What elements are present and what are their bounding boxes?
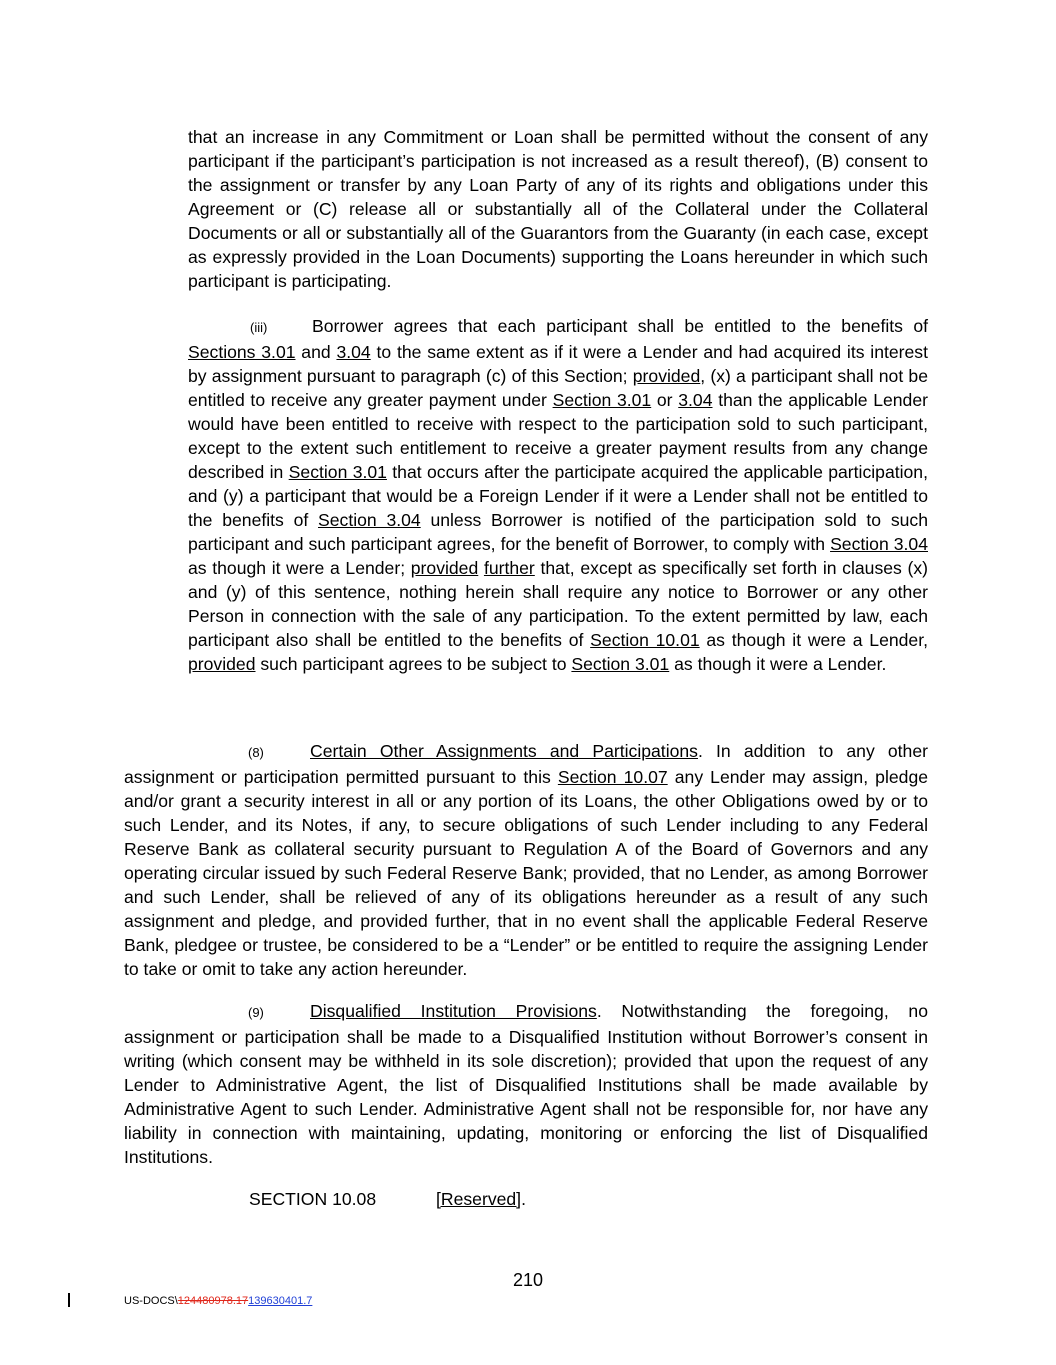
page-number: 210: [512, 1270, 544, 1290]
text-run: as though it were a Lender.: [669, 654, 887, 674]
cross-reference: Section 3.01: [571, 654, 670, 674]
text-run: . Notwithstanding the foregoing, no assignment or participation shall be made to a Disqualified Institution without Borrower’s consent in writing (which consent may be withheld in its sole discretion); provided that upon the request of any Lender to Administrative Agent, the list of Disqualified Institutions shall be made available by Administrative Agent to such Lender. Administrative Agent shall not be responsible for, nor have any liability in connection with maintaining, updating, monitoring or enforcing the list of Disqualified Institutions.: [124, 1001, 928, 1167]
text-run: that, except as specifically set forth in clauses (x) and (y) of this sentence, nothing herein shall require any notice to Borrower or any other Person in connection with the sale of any participation. To the extent permitted by law, each participant also shall be entitled to the benefits of: [188, 558, 929, 650]
cross-reference: provided: [188, 654, 256, 674]
cross-reference: Section 10.01: [590, 630, 700, 650]
text-run: any Lender may assign, pledge and/or grant a security interest in all or any portion of its Loans, the other Obligations owed by or to such Lender, and its Notes, if any, to secure obligations of such Lender including to any Federal Reserve Bank as collateral security pursuant to Regulation A of the Board of Governors and any operating circular issued by such Federal Reserve Bank; provided, that no Lender, as among Borrower and such Lender, shall be relieved of any of its obligations hereunder as a result of any such assignment and pledge, and provided further, that in no event shall the applicable Federal Reserve Bank, pledgee or trustee, be considered to be a “Lender” or be entitled to require the assigning Lender to take or omit to take any action hereunder.: [124, 767, 929, 979]
cross-reference: Section 3.01: [552, 390, 652, 410]
paragraph-participation-continued: [188, 125, 928, 293]
paragraph-enumerator: (iii): [250, 320, 268, 335]
paragraph-enumerator: (8): [248, 745, 264, 760]
text-run: and: [295, 342, 337, 362]
cross-reference: Section 3.04: [318, 510, 421, 530]
text-run: . In addition to any other assignment or participation permitted pursuant to this: [124, 741, 928, 787]
paragraph-8-other-assignments: [124, 739, 928, 981]
cross-reference: 3.04: [678, 390, 713, 410]
text-run: unless Borrower is notified of the participation sold to such participant and such participant agrees, for the benefit of Borrower, to comply with: [188, 510, 928, 554]
section-title-period: .: [521, 1189, 526, 1209]
text-run: that an increase in any Commitment or Loan shall be permitted without the consent of any participant if the participant’s participation is not increased as a result thereof), (B) consent to the assignment or transfer by any Loan Party of any of its rights and obligations under this Agreement or (C) release all or substantially all of the Collateral under the Collateral Documents or all or substantially all of the Guarantors from the Guaranty (in each case, except as expressly provided in the Loan Documents) supporting the Loans hereunder in which such participant is participating.: [188, 127, 928, 291]
document-id-deleted: 124480978.17: [177, 1295, 249, 1307]
text-run: than the applicable Lender would have been entitled to receive with respect to the participation sold to such participant, except to the extent such entitlement to receive a greater payment results from any change described in: [188, 390, 928, 482]
document-id-inserted: 139630401.7: [248, 1295, 313, 1307]
cross-reference: Sections 3.01: [188, 342, 296, 362]
section-number: SECTION 10.08: [249, 1189, 377, 1209]
text-run: Borrower agrees that each participant shall be entitled to the benefits of: [312, 316, 928, 336]
document-id: [124, 1294, 312, 1308]
paragraph-iii-participant-benefits: [188, 314, 928, 676]
cross-reference: provided: [410, 558, 479, 578]
document-id-prefix: US-DOCS\: [124, 1295, 178, 1307]
text-run: or: [651, 390, 679, 410]
cross-reference: Section 3.01: [288, 462, 387, 482]
cross-reference: further: [483, 558, 535, 578]
text-run: , (x) a participant shall not be entitled to receive any greater payment under: [188, 366, 928, 410]
cross-reference: Certain Other Assignments and Participations: [310, 741, 698, 761]
cross-reference: provided: [632, 366, 701, 386]
text-run: that occurs after the participate acquired the applicable participation, and (y) a participant that would be a Foreign Lender if it were a Lender shall not be entitled to the benefits of: [188, 462, 928, 530]
cross-reference: Disqualified Institution Provisions: [310, 1001, 597, 1021]
section-10-08-heading: [249, 1187, 849, 1211]
cross-reference: 3.04: [336, 342, 371, 362]
text-run: such participant agrees to be subject to: [255, 654, 572, 674]
text-run: to the same extent as if it were a Lender and had acquired its interest by assignment pursuant to paragraph (c) of this Section;: [188, 342, 928, 386]
paragraph-enumerator: (9): [248, 1005, 264, 1020]
cross-reference: Section 3.04: [830, 534, 928, 554]
cross-reference: Section 10.07: [557, 767, 668, 787]
revision-change-bar: [68, 1293, 70, 1307]
paragraph-9-disqualified-institutions: [124, 999, 928, 1169]
text-run: as though it were a Lender;: [188, 558, 411, 578]
text-run: as though it were a Lender,: [699, 630, 928, 650]
section-title: [Reserved]: [436, 1189, 522, 1209]
